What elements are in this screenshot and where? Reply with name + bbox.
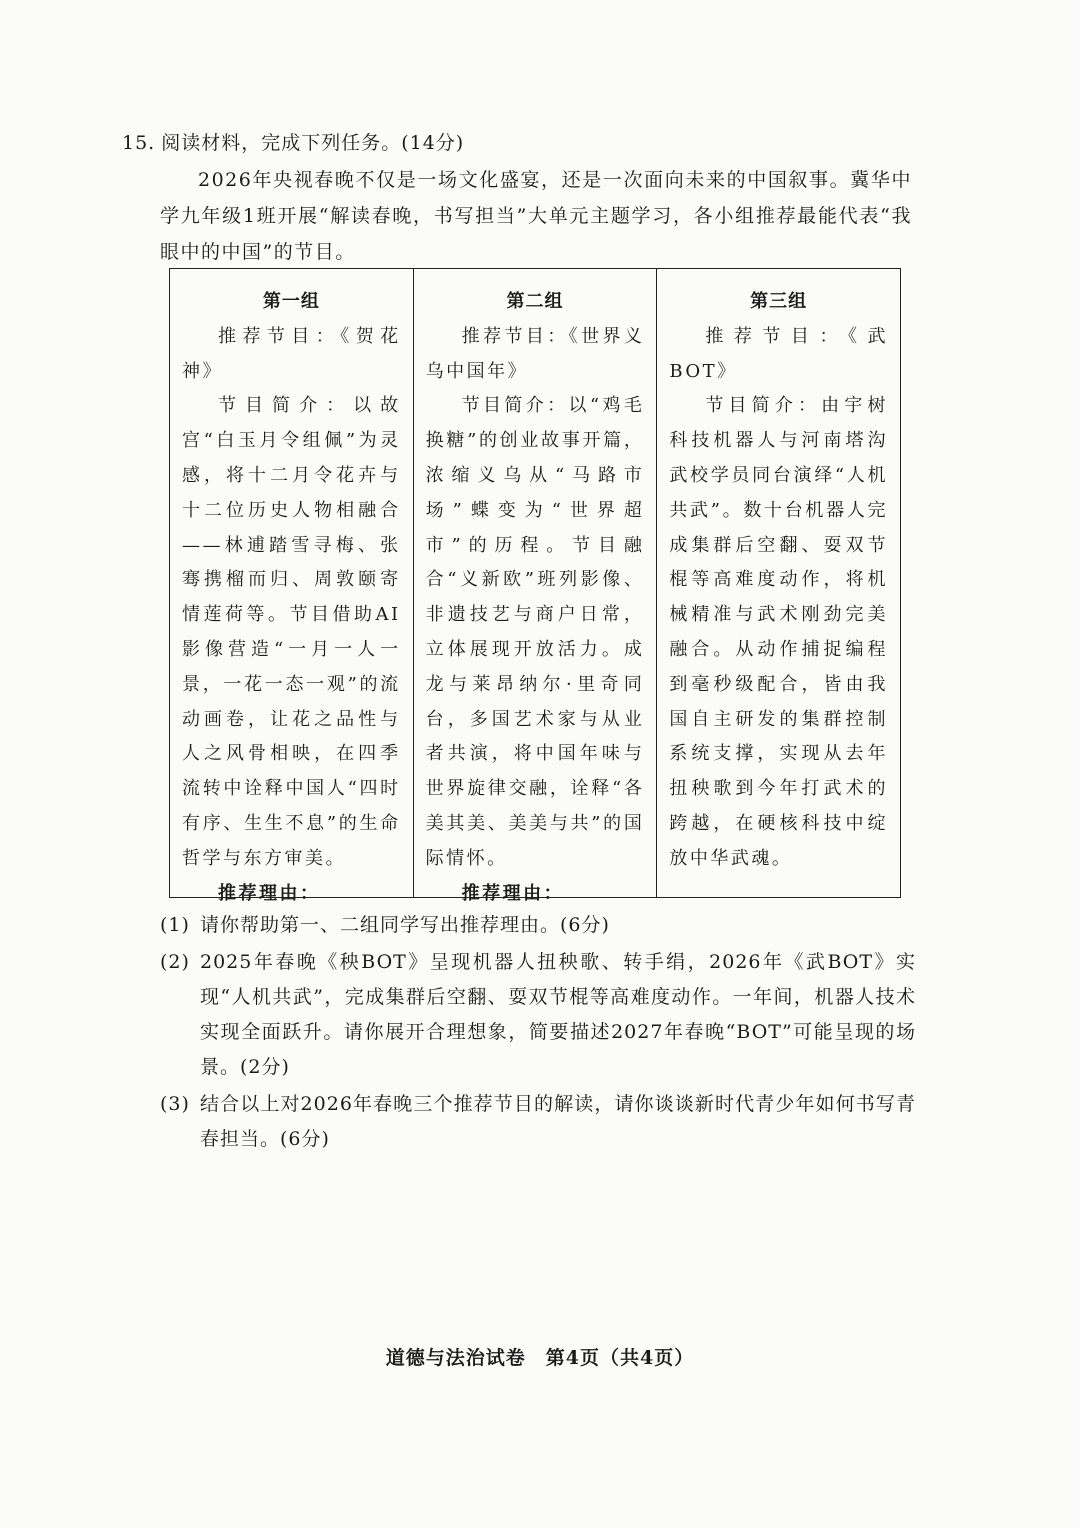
group-1-intro: 节目简介：以故宫“白玉月令组佩”为灵感，将十二月令花卉与十二位历史人物相融合——林逋踏雪寻梅、张骞携榴而归、周敦颐寄情莲荷等。节目借助AI影像营造“一月一人一景，一花一态一观”的流动画卷，让花之品性与人之风骨相映，在四季流转中诠释中国人“四时有序、生生不息”的生命哲学与东方审美。 xyxy=(182,395,401,869)
question-heading xyxy=(122,128,464,155)
group-1-title: 第一组 xyxy=(262,291,320,312)
group-2-reason-label: 推荐理由： xyxy=(461,882,565,904)
question-number: 15. xyxy=(122,132,156,154)
subquestion-3-text: 结合以上对2026年春晚三个推荐节目的解读，请你谈谈新时代青少年如何书写青春担当。(6分) xyxy=(200,1093,916,1150)
group-1-column xyxy=(170,269,413,904)
group-3-column xyxy=(656,269,900,897)
subquestion-1-number: (1) xyxy=(160,914,190,936)
group-3-title: 第三组 xyxy=(750,291,808,312)
subquestion-1 xyxy=(160,908,916,943)
subquestion-list xyxy=(160,908,916,1159)
group-3-intro: 节目简介：由宇树科技机器人与河南塔沟武校学员同台演绎“人机共武”。数十台机器人完成集群后空翻、耍双节棍等高难度动作，将机械精准与武术刚劲完美融合。从动作捕捉编程到毫秒级配合，皆由我国自主研发的集群控制系统支撑，实现从去年扭秧歌到今年打武术的跨越，在硬核科技中绽放中华武魂。 xyxy=(669,395,889,869)
subquestion-3-number: (3) xyxy=(160,1093,190,1115)
group-2-title: 第二组 xyxy=(506,291,564,312)
subquestion-2 xyxy=(160,945,916,1085)
recommendation-table xyxy=(169,268,901,904)
group-1-program: 推荐节目：《贺花神》 xyxy=(182,325,401,382)
group-2-column xyxy=(413,269,657,904)
group-2-program: 推荐节目：《世界义乌中国年》 xyxy=(425,325,645,382)
question-title: 阅读材料，完成下列任务。(14分) xyxy=(161,132,465,154)
subquestion-1-text: 请你帮助第一、二组同学写出推荐理由。(6分) xyxy=(200,914,610,936)
page-footer: 道德与法治试卷 第4页（共4页） xyxy=(385,1347,695,1369)
group-2-intro: 节目简介：以“鸡毛换糖”的创业故事开篇，浓缩义乌从“马路市场”蝶变为“世界超市”的历程。节目融合“义新欧”班列影像、非遗技艺与商户日常，立体展现开放活力。成龙与莱昂纳尔·里奇同台，多国艺术家与从业者共演，将中国年味与世界旋律交融，诠释“各美其美、美美与共”的国际情怀。 xyxy=(425,395,645,869)
subquestion-2-number: (2) xyxy=(160,951,190,973)
subquestion-3 xyxy=(160,1087,916,1157)
group-3-program: 推荐节目：《武BOT》 xyxy=(669,325,889,382)
question-intro: 2026年央视春晚不仅是一场文化盛宴，还是一次面向未来的中国叙事。冀华中学九年级1班开展“解读春晚，书写担当”大单元主题学习，各小组推荐最能代表“我眼中的中国”的节目。 xyxy=(160,169,912,263)
subquestion-2-text: 2025年春晚《秧BOT》呈现机器人扭秧歌、转手绢，2026年《武BOT》实现“人机共武”，完成集群后空翻、耍双节棍等高难度动作。一年间，机器人技术实现全面跃升。请你展开合理想象，简要描述2027年春晚“BOT”可能呈现的场景。(2分) xyxy=(200,951,916,1078)
group-1-reason-label: 推荐理由： xyxy=(218,882,321,904)
